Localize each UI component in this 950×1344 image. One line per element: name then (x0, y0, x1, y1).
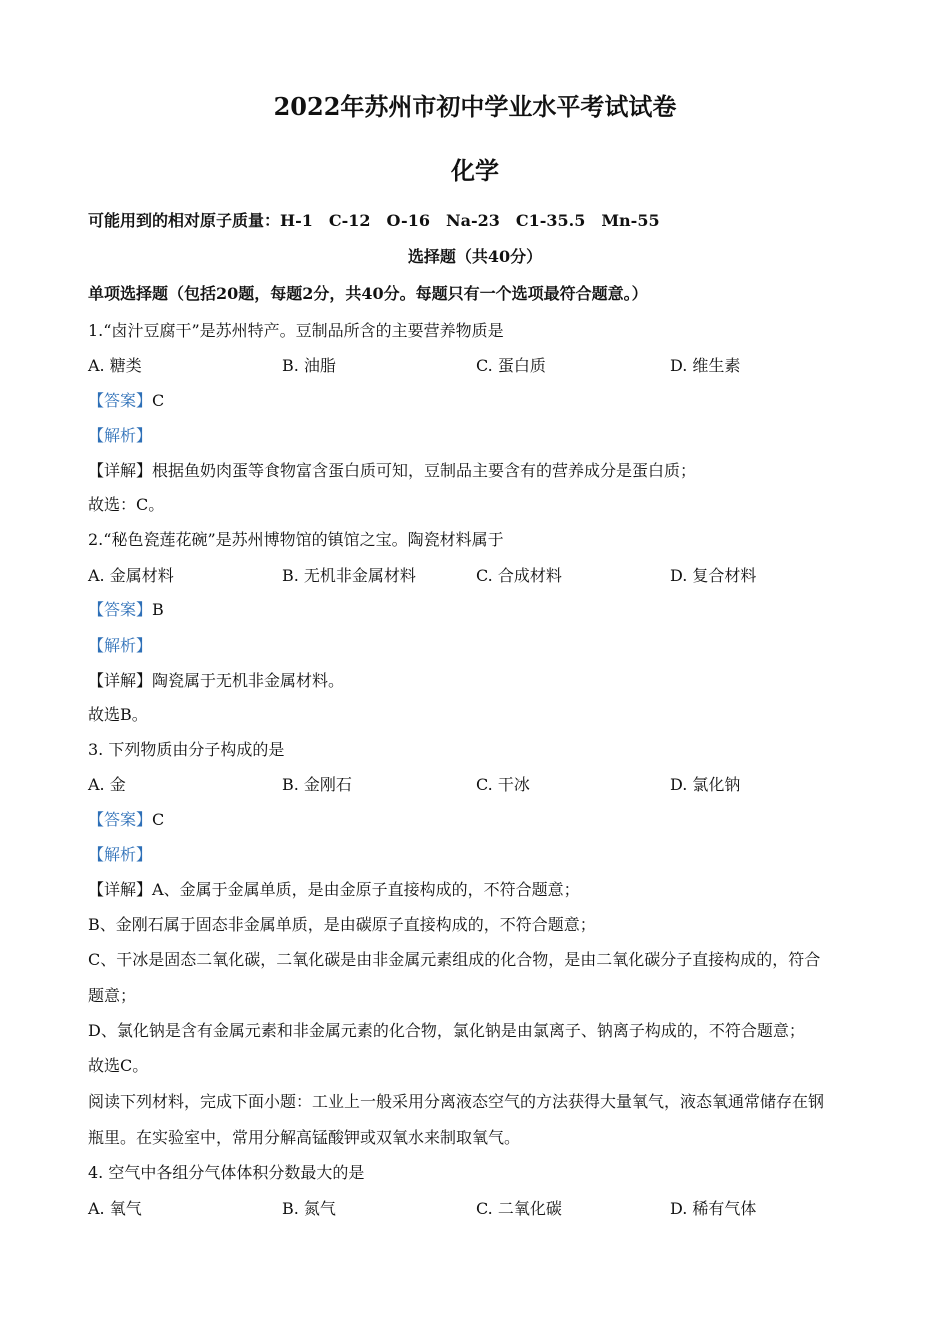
section-title: 选择题（共40分） (407, 247, 543, 266)
detail-label: 【详解】 (88, 461, 153, 480)
question-1-conclusion: 故选：C。 (88, 495, 165, 514)
reading-material-line-2: 瓶里。在实验室中，常用分解高锰酸钾或双氧水来制取氧气。 (88, 1128, 521, 1147)
question-2-option-b: B. 无机非金属材料 (282, 566, 416, 585)
question-3-option-c: C. 干冰 (476, 775, 530, 794)
detail-label: 【详解】 (88, 880, 153, 899)
question-3-detail-b: B、金刚石属于固态非金属单质，是由碳原子直接构成的，不符合题意； (88, 915, 596, 934)
instructions: 单项选择题（包括20题，每题2分，共40分。每题只有一个选项最符合题意。） (88, 284, 648, 303)
question-3-detail (88, 880, 580, 900)
answer-label: 【答案】 (88, 600, 153, 619)
atomic-masses: 可能用到的相对原子质量：H-1 C-12 O-16 Na-23 C1-35.5 Mn-55 (88, 211, 660, 230)
question-3-detail-d: D、氯化钠是含有金属元素和非金属元素的化合物，氯化钠是由氯离子、钠离子构成的，不符合题意； (88, 1021, 805, 1040)
answer-value: C (152, 391, 165, 410)
question-3-option-d: D. 氯化钠 (670, 775, 741, 794)
answer-label: 【答案】 (88, 391, 153, 410)
detail-text: A、金属于金属单质，是由金原子直接构成的，不符合题意； (152, 880, 580, 899)
question-4-option-b: B. 氮气 (282, 1199, 336, 1218)
answer-label: 【答案】 (88, 810, 153, 829)
question-1-option-a: A. 糖类 (88, 356, 142, 375)
subject-title: 化学 (451, 156, 499, 185)
question-1-option-b: B. 油脂 (282, 356, 336, 375)
question-1-stem: 1.“卤汁豆腐干”是苏州特产。豆制品所含的主要营养物质是 (88, 321, 504, 340)
question-3-analysis-label: 【解析】 (88, 845, 153, 864)
question-2-conclusion: 故选B。 (88, 705, 148, 724)
reading-material-line-1: 阅读下列材料，完成下面小题：工业上一般采用分离液态空气的方法获得大量氧气，液态氧通常储存在钢 (88, 1092, 825, 1111)
detail-label: 【详解】 (88, 671, 153, 690)
question-1-detail (88, 461, 696, 481)
question-3-conclusion: 故选C。 (88, 1056, 149, 1075)
question-3-option-b: B. 金刚石 (282, 775, 352, 794)
question-3-option-a: A. 金 (88, 775, 126, 794)
question-2-detail (88, 671, 344, 691)
question-3-detail-c: C、干冰是固态二氧化碳，二氧化碳是由非金属元素组成的化合物，是由二氧化碳分子直接构成的，符合 (88, 950, 821, 969)
question-2-option-a: A. 金属材料 (88, 566, 174, 585)
question-2-option-d: D. 复合材料 (670, 566, 757, 585)
question-3-stem: 3. 下列物质由分子构成的是 (88, 740, 285, 759)
question-2-option-c: C. 合成材料 (476, 566, 562, 585)
question-4-option-c: C. 二氧化碳 (476, 1199, 562, 1218)
question-1-analysis-label: 【解析】 (88, 426, 153, 445)
answer-value: B (152, 600, 164, 619)
question-4-option-a: A. 氧气 (88, 1199, 142, 1218)
question-3-detail-c-cont: 题意； (88, 986, 137, 1005)
question-2-stem: 2.“秘色瓷莲花碗”是苏州博物馆的镇馆之宝。陶瓷材料属于 (88, 530, 504, 549)
question-3-answer (88, 810, 164, 830)
question-4-option-d: D. 稀有气体 (670, 1199, 757, 1218)
question-1-option-d: D. 维生素 (670, 356, 741, 375)
question-1-option-c: C. 蛋白质 (476, 356, 546, 375)
question-4-stem: 4. 空气中各组分气体体积分数最大的是 (88, 1163, 365, 1182)
detail-text: 陶瓷属于无机非金属材料。 (152, 671, 345, 690)
question-2-analysis-label: 【解析】 (88, 636, 153, 655)
question-2-answer (88, 600, 164, 620)
detail-text: 根据鱼奶肉蛋等食物富含蛋白质可知，豆制品主要含有的营养成分是蛋白质； (152, 461, 697, 480)
exam-title: 2022年苏州市初中学业水平考试试卷 (273, 92, 677, 121)
answer-value: C (152, 810, 165, 829)
question-1-answer (88, 391, 164, 411)
